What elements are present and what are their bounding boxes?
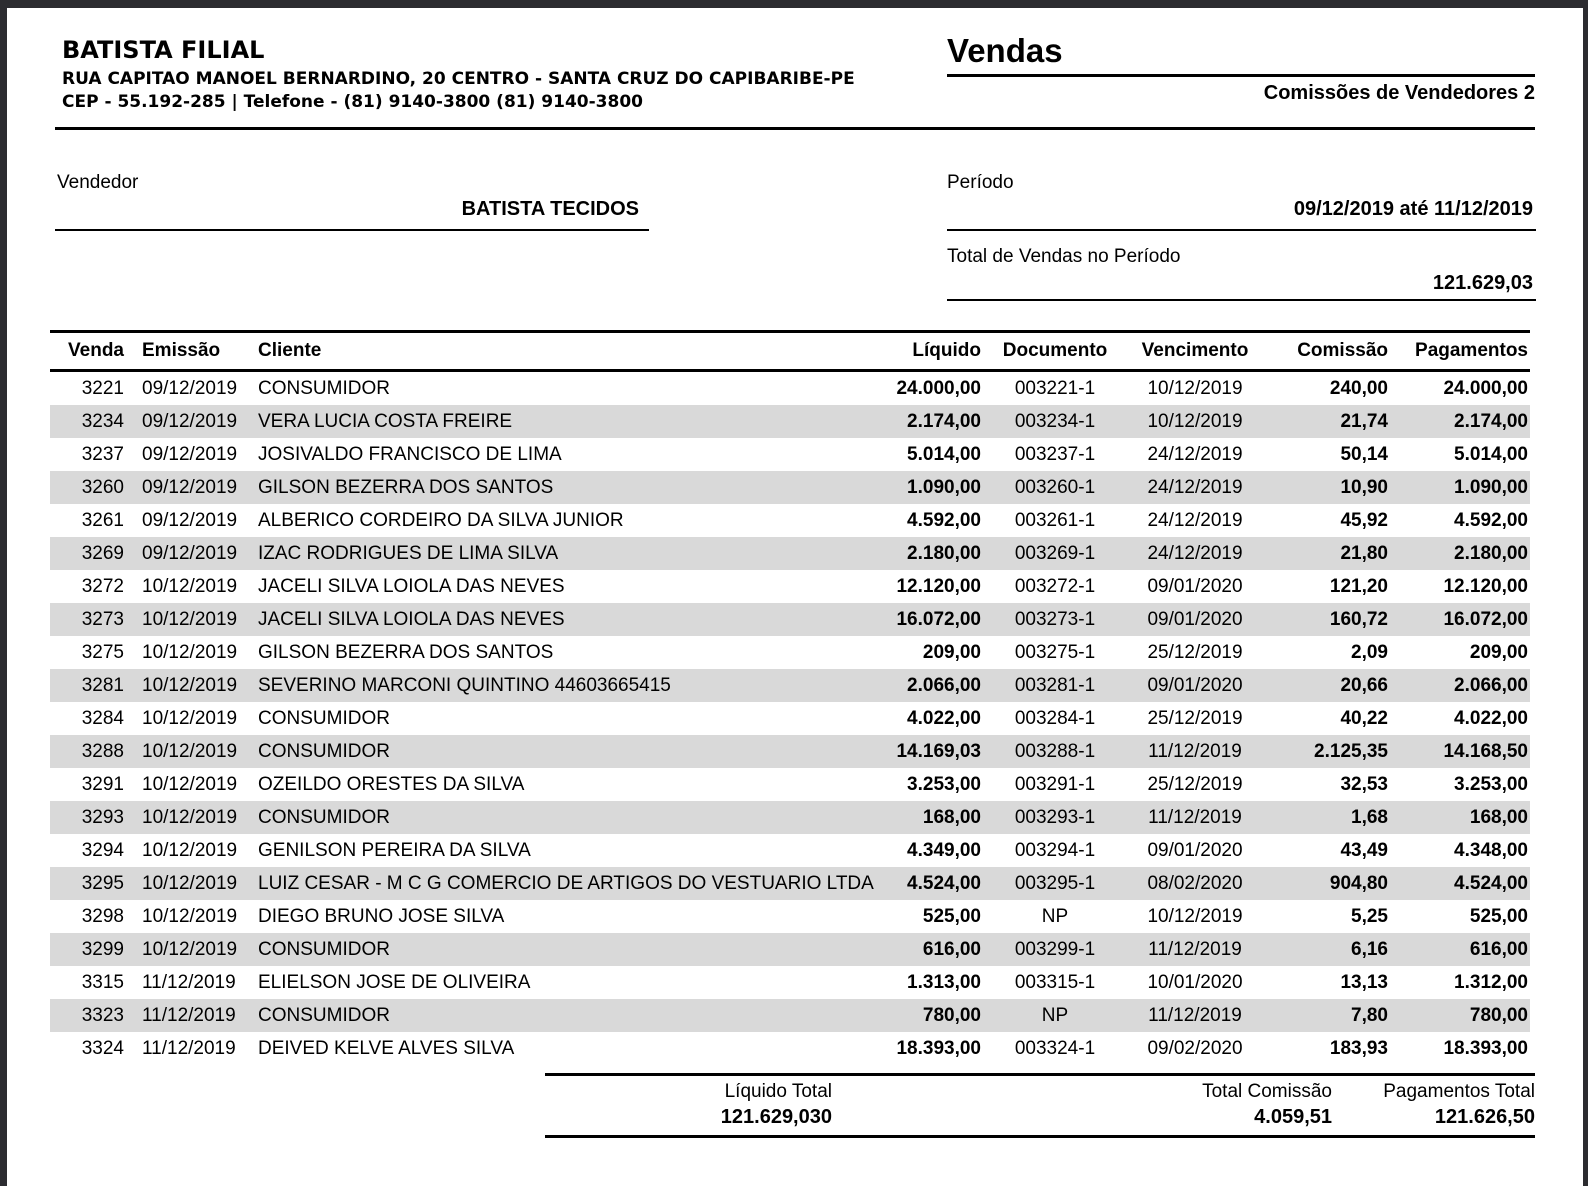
cell-comissao: 45,92	[1340, 510, 1388, 531]
cell-comissao: 32,53	[1340, 774, 1388, 795]
cell-documento: NP	[1041, 1005, 1069, 1026]
cell-venda: 3221	[81, 378, 124, 399]
cell-cliente: CONSUMIDOR	[258, 708, 390, 729]
cell-venda: 3237	[81, 444, 124, 465]
table-row	[50, 999, 1530, 1032]
liquido-total-label: Líquido Total	[724, 1081, 832, 1102]
cell-venda: 3269	[81, 543, 124, 564]
pagamentos-total-value: 121.626,50	[1434, 1106, 1535, 1128]
cell-pagamentos: 18.393,00	[1443, 1038, 1528, 1059]
cell-comissao: 20,66	[1340, 675, 1388, 696]
table-row	[50, 636, 1530, 669]
cell-cliente: JACELI SILVA LOIOLA DAS NEVES	[258, 609, 565, 630]
table-row	[50, 405, 1530, 438]
cell-cliente: JOSIVALDO FRANCISCO DE LIMA	[258, 444, 562, 465]
cell-pagamentos: 4.524,00	[1454, 873, 1528, 894]
window-edge-right	[1583, 0, 1588, 1186]
cell-vencimento: 10/01/2020	[1147, 972, 1243, 993]
cell-documento: 003275-1	[1014, 642, 1096, 663]
cell-emissao: 10/12/2019	[142, 873, 238, 894]
cell-liquido: 209,00	[922, 642, 981, 663]
cell-liquido: 3.253,00	[907, 774, 981, 795]
cell-pagamentos: 14.168,50	[1443, 741, 1528, 762]
column-header-vencimento: Vencimento	[1125, 332, 1265, 371]
cell-documento: 003269-1	[1014, 543, 1096, 564]
table-row	[50, 735, 1530, 768]
table-row	[50, 768, 1530, 801]
cell-venda: 3234	[81, 411, 124, 432]
cell-documento: NP	[1041, 906, 1069, 927]
cell-pagamentos: 780,00	[1469, 1005, 1528, 1026]
cell-documento: 003272-1	[1014, 576, 1096, 597]
cell-liquido: 2.180,00	[907, 543, 981, 564]
vendedor-label: Vendedor	[57, 172, 139, 193]
cell-cliente: ELIELSON JOSE DE OLIVEIRA	[258, 972, 531, 993]
cell-emissao: 11/12/2019	[142, 1005, 236, 1026]
cell-cliente: GENILSON PEREIRA DA SILVA	[258, 840, 531, 861]
cell-liquido: 5.014,00	[907, 444, 981, 465]
cell-emissao: 10/12/2019	[142, 708, 238, 729]
cell-cliente: ALBERICO CORDEIRO DA SILVA JUNIOR	[258, 510, 624, 531]
cell-venda: 3315	[81, 972, 124, 993]
cell-documento: 003294-1	[1014, 840, 1096, 861]
cell-vencimento: 25/12/2019	[1147, 642, 1243, 663]
column-header-venda: Venda	[50, 332, 130, 371]
table-row	[50, 570, 1530, 603]
cell-liquido: 4.022,00	[907, 708, 981, 729]
cell-documento: 003261-1	[1014, 510, 1096, 531]
cell-venda: 3323	[81, 1005, 124, 1026]
cell-vencimento: 10/12/2019	[1147, 906, 1243, 927]
cell-pagamentos: 3.253,00	[1454, 774, 1528, 795]
cell-venda: 3299	[81, 939, 124, 960]
cell-comissao: 183,93	[1329, 1038, 1388, 1059]
cell-comissao: 21,80	[1340, 543, 1388, 564]
cell-emissao: 09/12/2019	[142, 510, 238, 531]
cell-emissao: 09/12/2019	[142, 378, 238, 399]
total-vendas-underline	[947, 299, 1536, 301]
cell-liquido: 4.592,00	[907, 510, 981, 531]
cell-documento: 003281-1	[1014, 675, 1096, 696]
cell-cliente: CONSUMIDOR	[258, 741, 390, 762]
cell-pagamentos: 4.592,00	[1454, 510, 1528, 531]
cell-cliente: VERA LUCIA COSTA FREIRE	[258, 411, 513, 432]
cell-comissao: 43,49	[1340, 840, 1388, 861]
cell-comissao: 21,74	[1340, 411, 1388, 432]
cell-venda: 3284	[81, 708, 124, 729]
cell-liquido: 2.066,00	[907, 675, 981, 696]
report-head	[947, 32, 1535, 105]
table-row	[50, 834, 1530, 867]
pagamentos-total-label: Pagamentos Total	[1383, 1081, 1535, 1102]
cell-comissao: 6,16	[1351, 939, 1388, 960]
cell-cliente: OZEILDO ORESTES DA SILVA	[258, 774, 525, 795]
cell-venda: 3293	[81, 807, 124, 828]
cell-documento: 003260-1	[1014, 477, 1096, 498]
cell-liquido: 18.393,00	[896, 1038, 981, 1059]
total-vendas-value: 121.629,03	[1432, 272, 1533, 294]
table-row	[50, 438, 1530, 471]
cell-comissao: 904,80	[1329, 873, 1388, 894]
cell-pagamentos: 1.312,00	[1454, 972, 1528, 993]
totals-section	[545, 1073, 1535, 1138]
cell-liquido: 780,00	[922, 1005, 981, 1026]
table-row	[50, 900, 1530, 933]
cell-comissao: 7,80	[1351, 1005, 1388, 1026]
cell-comissao: 13,13	[1340, 972, 1388, 993]
cell-comissao: 50,14	[1340, 444, 1388, 465]
cell-emissao: 10/12/2019	[142, 807, 238, 828]
vendedor-value: BATISTA TECIDOS	[461, 198, 639, 220]
total-vendas-label: Total de Vendas no Período	[947, 246, 1181, 267]
cell-emissao: 11/12/2019	[142, 972, 236, 993]
window-edge-top	[0, 0, 1588, 8]
cell-venda: 3273	[81, 609, 124, 630]
cell-vencimento: 09/01/2020	[1147, 576, 1243, 597]
cell-cliente: JACELI SILVA LOIOLA DAS NEVES	[258, 576, 565, 597]
cell-vencimento: 10/12/2019	[1147, 378, 1243, 399]
cell-emissao: 10/12/2019	[142, 906, 238, 927]
cell-emissao: 10/12/2019	[142, 939, 238, 960]
table-row	[50, 537, 1530, 570]
cell-venda: 3275	[81, 642, 124, 663]
cell-cliente: CONSUMIDOR	[258, 1005, 390, 1026]
cell-emissao: 10/12/2019	[142, 774, 238, 795]
cell-vencimento: 09/01/2020	[1147, 609, 1243, 630]
cell-emissao: 10/12/2019	[142, 642, 238, 663]
cell-liquido: 168,00	[922, 807, 981, 828]
cell-emissao: 10/12/2019	[142, 609, 238, 630]
cell-vencimento: 08/02/2020	[1147, 873, 1243, 894]
cell-emissao: 10/12/2019	[142, 576, 238, 597]
cell-documento: 003293-1	[1014, 807, 1096, 828]
cell-comissao: 2.125,35	[1314, 741, 1388, 762]
cell-vencimento: 24/12/2019	[1147, 444, 1243, 465]
cell-vencimento: 11/12/2019	[1148, 807, 1242, 828]
cell-vencimento: 24/12/2019	[1147, 543, 1243, 564]
cell-liquido: 1.313,00	[907, 972, 981, 993]
cell-comissao: 40,22	[1340, 708, 1388, 729]
cell-cliente: DEIVED KELVE ALVES SILVA	[258, 1038, 515, 1059]
cell-emissao: 10/12/2019	[142, 840, 238, 861]
cell-liquido: 14.169,03	[896, 741, 981, 762]
table-row	[50, 669, 1530, 702]
cell-vencimento: 09/02/2020	[1147, 1038, 1243, 1059]
company-name: BATISTA FILIAL	[62, 36, 265, 64]
cell-pagamentos: 2.180,00	[1454, 543, 1528, 564]
cell-documento: 003288-1	[1014, 741, 1096, 762]
cell-pagamentos: 168,00	[1469, 807, 1528, 828]
report-title: Vendas	[947, 32, 1535, 77]
table-row	[50, 1032, 1530, 1065]
cell-cliente: CONSUMIDOR	[258, 378, 390, 399]
header-separator	[55, 127, 1535, 130]
cell-liquido: 1.090,00	[907, 477, 981, 498]
cell-venda: 3261	[81, 510, 124, 531]
cell-documento: 003295-1	[1014, 873, 1096, 894]
company-address: RUA CAPITAO MANOEL BERNARDINO, 20 CENTRO - SANTA CRUZ DO CAPIBARIBE-PE	[62, 69, 855, 89]
cell-vencimento: 24/12/2019	[1147, 510, 1243, 531]
report-subtitle: Comissões de Vendedores 2	[1263, 82, 1535, 104]
cell-comissao: 1,68	[1351, 807, 1388, 828]
cell-documento: 003234-1	[1014, 411, 1096, 432]
column-header-comissao: Comissão	[1265, 332, 1390, 371]
cell-pagamentos: 616,00	[1469, 939, 1528, 960]
column-header-emissao: Emissão	[130, 332, 240, 371]
company-header	[62, 36, 855, 114]
cell-pagamentos: 5.014,00	[1454, 444, 1528, 465]
cell-liquido: 12.120,00	[896, 576, 981, 597]
column-header-pagamentos: Pagamentos	[1390, 332, 1530, 371]
liquido-total-value: 121.629,030	[720, 1106, 832, 1128]
cell-pagamentos: 525,00	[1469, 906, 1528, 927]
cell-venda: 3324	[81, 1038, 124, 1059]
table-row	[50, 371, 1530, 406]
cell-liquido: 525,00	[922, 906, 981, 927]
cell-venda: 3291	[81, 774, 124, 795]
cell-emissao: 10/12/2019	[142, 675, 238, 696]
cell-liquido: 616,00	[922, 939, 981, 960]
cell-pagamentos: 209,00	[1469, 642, 1528, 663]
column-header-liquido: Líquido	[880, 332, 985, 371]
periodo-underline	[947, 229, 1536, 231]
cell-pagamentos: 4.022,00	[1454, 708, 1528, 729]
cell-pagamentos: 2.066,00	[1454, 675, 1528, 696]
cell-comissao: 240,00	[1329, 378, 1388, 399]
cell-liquido: 2.174,00	[907, 411, 981, 432]
cell-cliente: CONSUMIDOR	[258, 939, 390, 960]
cell-emissao: 11/12/2019	[142, 1038, 236, 1059]
cell-pagamentos: 16.072,00	[1443, 609, 1528, 630]
cell-liquido: 16.072,00	[896, 609, 981, 630]
cell-pagamentos: 1.090,00	[1454, 477, 1528, 498]
cell-cliente: CONSUMIDOR	[258, 807, 390, 828]
cell-venda: 3298	[81, 906, 124, 927]
cell-vencimento: 09/01/2020	[1147, 840, 1243, 861]
cell-venda: 3281	[81, 675, 124, 696]
table-row	[50, 801, 1530, 834]
cell-documento: 003324-1	[1014, 1038, 1096, 1059]
cell-liquido: 4.524,00	[907, 873, 981, 894]
cell-vencimento: 25/12/2019	[1147, 774, 1243, 795]
cell-documento: 003291-1	[1014, 774, 1096, 795]
sales-table	[50, 330, 1530, 1065]
cell-documento: 003315-1	[1014, 972, 1096, 993]
table-row	[50, 966, 1530, 999]
cell-documento: 003273-1	[1014, 609, 1096, 630]
column-header-documento: Documento	[985, 332, 1125, 371]
table-row	[50, 603, 1530, 636]
table-row	[50, 702, 1530, 735]
table-row	[50, 867, 1530, 900]
cell-cliente: GILSON BEZERRA DOS SANTOS	[258, 477, 554, 498]
cell-venda: 3272	[81, 576, 124, 597]
cell-venda: 3294	[81, 840, 124, 861]
cell-vencimento: 25/12/2019	[1147, 708, 1243, 729]
cell-venda: 3288	[81, 741, 124, 762]
cell-documento: 003221-1	[1014, 378, 1096, 399]
cell-vencimento: 11/12/2019	[1148, 1005, 1242, 1026]
table-row	[50, 504, 1530, 537]
cell-pagamentos: 24.000,00	[1443, 378, 1528, 399]
cell-emissao: 09/12/2019	[142, 477, 238, 498]
cell-emissao: 09/12/2019	[142, 543, 238, 564]
window-edge-left	[0, 0, 7, 1186]
cell-emissao: 09/12/2019	[142, 444, 238, 465]
cell-documento: 003237-1	[1014, 444, 1096, 465]
cell-vencimento: 09/01/2020	[1147, 675, 1243, 696]
cell-cliente: GILSON BEZERRA DOS SANTOS	[258, 642, 554, 663]
company-contact: CEP - 55.192-285 | Telefone - (81) 9140-3800 (81) 9140-3800	[62, 92, 643, 112]
cell-vencimento: 10/12/2019	[1147, 411, 1243, 432]
comissao-total-label: Total Comissão	[1202, 1081, 1332, 1102]
cell-comissao: 2,09	[1351, 642, 1388, 663]
cell-cliente: LUIZ CESAR - M C G COMERCIO DE ARTIGOS DO VESTUARIO LTDA	[258, 873, 874, 894]
cell-pagamentos: 2.174,00	[1454, 411, 1528, 432]
cell-venda: 3260	[81, 477, 124, 498]
cell-liquido: 4.349,00	[907, 840, 981, 861]
cell-comissao: 121,20	[1329, 576, 1388, 597]
column-header-cliente: Cliente	[240, 332, 880, 371]
cell-comissao: 5,25	[1351, 906, 1388, 927]
cell-documento: 003299-1	[1014, 939, 1096, 960]
cell-venda: 3295	[81, 873, 124, 894]
table-body	[50, 371, 1530, 1066]
cell-pagamentos: 4.348,00	[1454, 840, 1528, 861]
cell-cliente: DIEGO BRUNO JOSE SILVA	[258, 906, 505, 927]
cell-documento: 003284-1	[1014, 708, 1096, 729]
cell-vencimento: 11/12/2019	[1148, 939, 1242, 960]
cell-liquido: 24.000,00	[896, 378, 981, 399]
cell-pagamentos: 12.120,00	[1443, 576, 1528, 597]
comissao-total-value: 4.059,51	[1254, 1106, 1332, 1128]
periodo-label: Período	[947, 172, 1014, 193]
table-row	[50, 933, 1530, 966]
cell-vencimento: 11/12/2019	[1148, 741, 1242, 762]
cell-vencimento: 24/12/2019	[1147, 477, 1243, 498]
cell-cliente: SEVERINO MARCONI QUINTINO 44603665415	[258, 675, 671, 696]
table-row	[50, 471, 1530, 504]
cell-comissao: 10,90	[1340, 477, 1388, 498]
periodo-value: 09/12/2019 até 11/12/2019	[1293, 198, 1533, 220]
cell-emissao: 10/12/2019	[142, 741, 238, 762]
table-header-row	[50, 332, 1530, 371]
cell-emissao: 09/12/2019	[142, 411, 238, 432]
cell-cliente: IZAC RODRIGUES DE LIMA SILVA	[258, 543, 559, 564]
vendedor-underline	[55, 229, 649, 231]
cell-comissao: 160,72	[1329, 609, 1388, 630]
